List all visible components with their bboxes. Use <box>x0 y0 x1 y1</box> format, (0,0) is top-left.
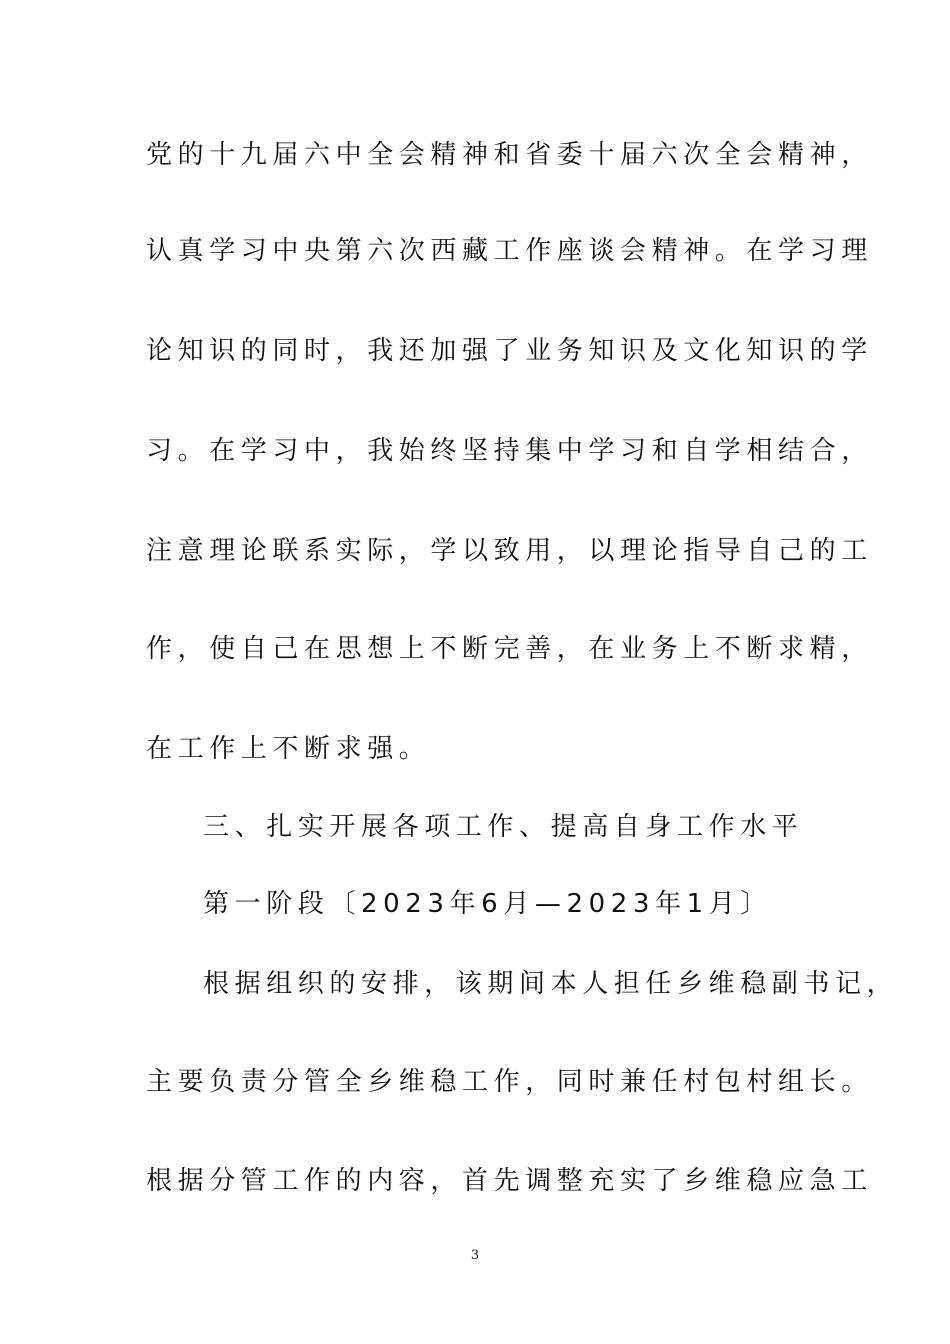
phase-heading: 第一阶段〔2023年6月—2023年1月〕 <box>203 889 773 919</box>
body-text-line: 习。在学习中，我始终坚持集中学习和自学相结合， <box>146 436 873 466</box>
body-text-line: 注意理论联系实际，学以致用，以理论指导自己的工 <box>146 536 873 566</box>
body-text-line: 根据分管工作的内容，首先调整充实了乡维稳应急工 <box>146 1166 873 1196</box>
body-text-line: 党的十九届六中全会精神和省委十届六次全会精神， <box>146 140 873 170</box>
body-text-line: 论知识的同时，我还加强了业务知识及文化知识的学 <box>146 336 873 366</box>
body-text-line: 根据组织的安排，该期间本人担任乡维稳副书记， <box>203 969 899 999</box>
body-text-line: 在工作上不断求强。 <box>146 734 431 764</box>
body-text-line: 作，使自己在思想上不断完善，在业务上不断求精， <box>146 634 873 664</box>
body-text-line: 认真学习中央第六次西藏工作座谈会精神。在学习理 <box>146 236 873 266</box>
page-number: 3 <box>470 1248 480 1263</box>
body-text-line: 主要负责分管全乡维稳工作，同时兼任村包村组长。 <box>146 1067 873 1097</box>
section-heading: 三、扎实开展各项工作、提高自身工作水平 <box>203 812 804 842</box>
